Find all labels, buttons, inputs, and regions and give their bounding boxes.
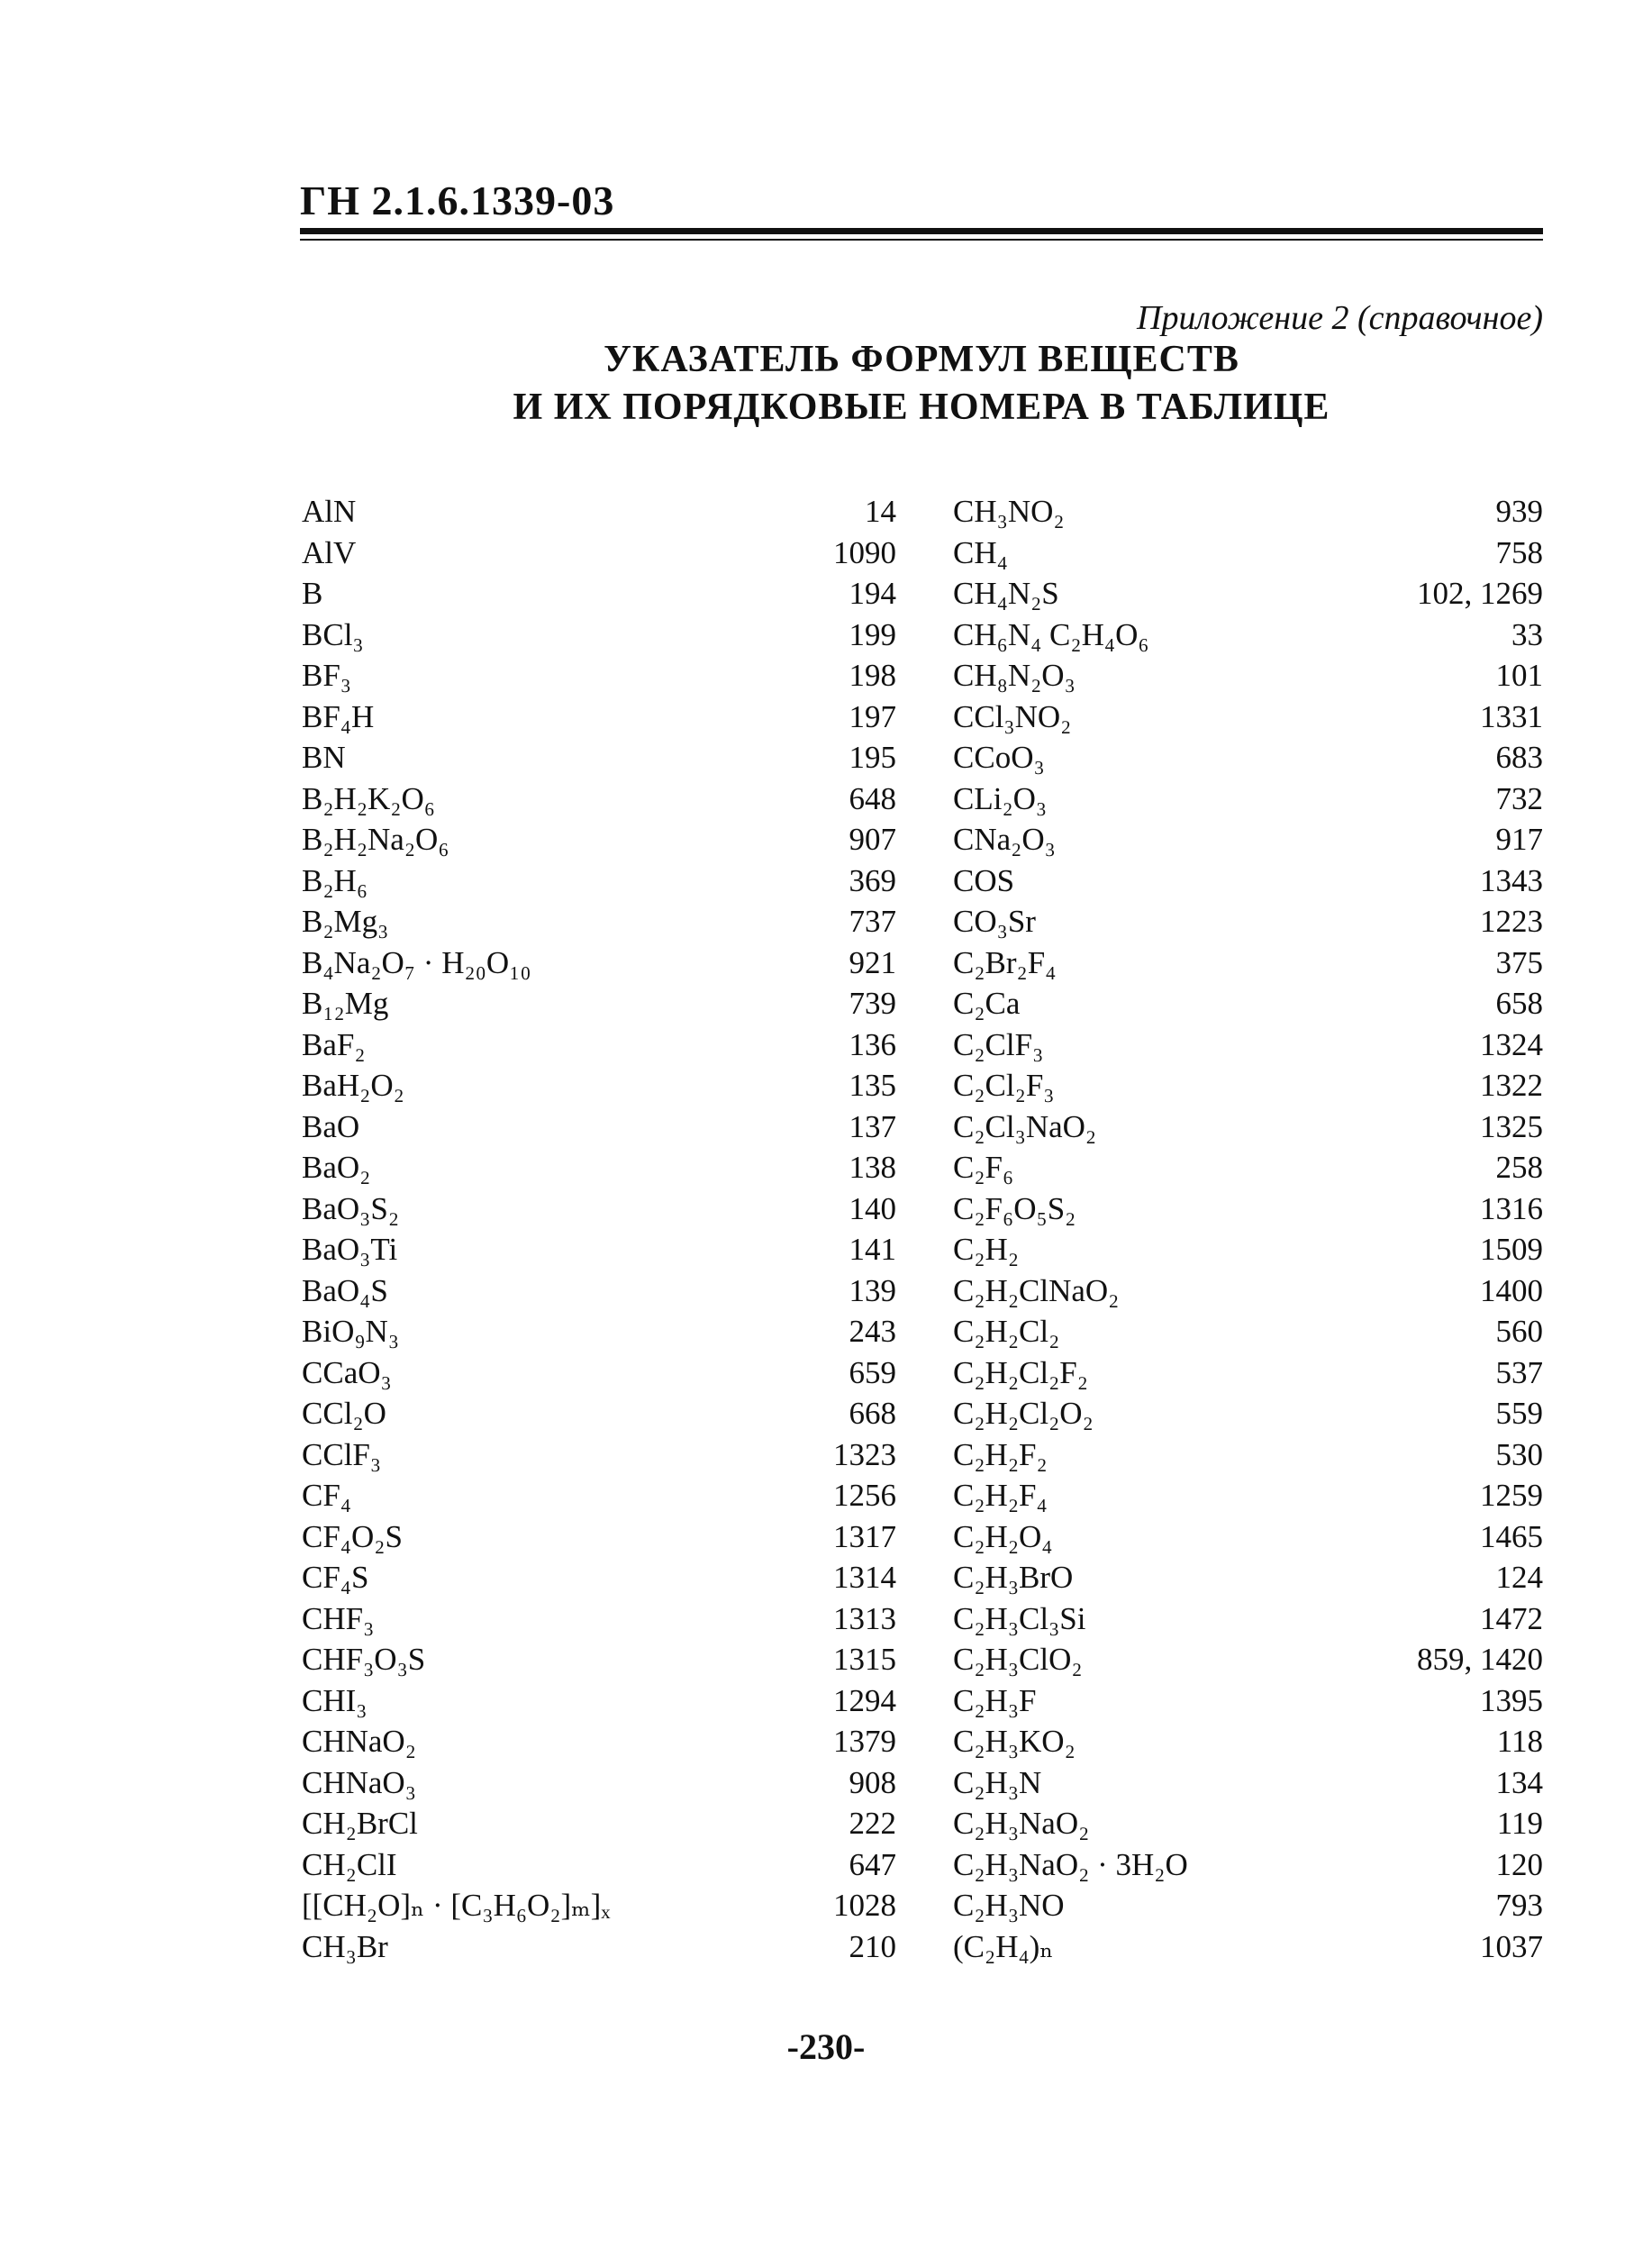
formula-column-left: [302, 494, 896, 1970]
table-order-number: 1313: [833, 1600, 896, 1636]
table-order-number: 917: [1495, 822, 1543, 857]
formula-text: CH₄: [953, 534, 1008, 570]
index-row: [953, 781, 1543, 823]
index-row: [953, 1765, 1543, 1807]
table-order-number: 683: [1495, 740, 1543, 775]
formula-text: C₂H₂Cl₂F₂: [953, 1354, 1088, 1390]
table-order-number: 1379: [833, 1724, 896, 1759]
table-order-number: 1037: [1480, 1928, 1543, 1964]
table-order-number: 369: [849, 862, 896, 898]
formula-text: (C₂H₄)ₙ: [953, 1928, 1054, 1964]
table-order-number: 1331: [1480, 698, 1543, 734]
formula-text: BaO₃Ti: [302, 1232, 398, 1267]
index-row: [302, 863, 896, 905]
formula-text: BN: [302, 740, 346, 775]
index-row: [302, 781, 896, 823]
page-title-line-2: И ИХ ПОРЯДКОВЫЕ НОМЕРА В ТАБЛИЦЕ: [513, 387, 1330, 428]
table-order-number: 135: [849, 1068, 896, 1103]
table-order-number: 119: [1496, 1806, 1543, 1841]
formula-text: CCl₃NO₂: [953, 698, 1072, 734]
index-row: [302, 1478, 896, 1519]
index-row: [302, 1888, 896, 1929]
table-order-number: 134: [1495, 1764, 1543, 1800]
formula-text: CCaO₃: [302, 1354, 392, 1390]
index-row: [302, 740, 896, 781]
formula-text: CH₆N₄ C₂H₄O₆: [953, 616, 1149, 652]
index-row: [953, 945, 1543, 987]
index-row: [953, 535, 1543, 577]
table-order-number: 1324: [1480, 1026, 1543, 1062]
formula-text: C₂ClF₃: [953, 1026, 1044, 1062]
index-row: [302, 945, 896, 987]
formula-text: B₄Na₂O₇ · H₂₀O₁₀: [302, 944, 531, 980]
formula-text: CH₈N₂O₃: [953, 658, 1076, 693]
table-order-number: 375: [1495, 944, 1543, 980]
index-row: [302, 1519, 896, 1561]
index-row: [953, 1150, 1543, 1191]
index-row: [302, 535, 896, 577]
index-row: [302, 1724, 896, 1765]
table-order-number: 139: [849, 1272, 896, 1308]
table-order-number: 1316: [1480, 1190, 1543, 1226]
formula-text: C₂Br₂F₄: [953, 944, 1057, 980]
formula-text: B₂Mg₃: [302, 904, 389, 939]
formula-text: C₂H₃NaO₂: [953, 1806, 1090, 1841]
table-order-number: 1509: [1480, 1232, 1543, 1267]
formula-text: CF₄: [302, 1478, 352, 1513]
formula-text: BaH₂O₂: [302, 1068, 404, 1103]
index-row: [953, 1847, 1543, 1889]
formula-text: CLi₂O₃: [953, 780, 1048, 816]
header-rule-thin: [300, 239, 1543, 241]
formula-text: B₂H₆: [302, 862, 368, 898]
index-row: [302, 1232, 896, 1273]
table-order-number: 647: [849, 1846, 896, 1882]
table-order-number: 1395: [1480, 1682, 1543, 1718]
formula-text: CCl₂O: [302, 1396, 386, 1431]
index-row: [953, 1232, 1543, 1273]
index-row: [953, 617, 1543, 659]
index-row: [953, 986, 1543, 1027]
formula-text: BaO: [302, 1108, 360, 1144]
table-order-number: 124: [1495, 1560, 1543, 1595]
formula-column-right: [953, 494, 1543, 1970]
formula-text: BF₄H: [302, 698, 375, 734]
index-row: [953, 1806, 1543, 1847]
formula-text: C₂F₆: [953, 1150, 1014, 1185]
index-row: [953, 1601, 1543, 1643]
formula-text: C₂Ca: [953, 986, 1021, 1021]
index-row: [302, 1396, 896, 1437]
formula-text: C₂H₂F₂: [953, 1436, 1048, 1472]
table-order-number: 537: [1495, 1354, 1543, 1390]
formula-text: BaO₂: [302, 1150, 371, 1185]
index-row: [302, 1109, 896, 1151]
formula-text: CHNaO₃: [302, 1764, 416, 1800]
table-order-number: 758: [1495, 534, 1543, 570]
table-order-number: 1400: [1480, 1272, 1543, 1308]
formula-text: [[CH₂O]ₙ · [C₃H₆O₂]ₘ]ₓ: [302, 1888, 611, 1923]
header-rule-thick: [300, 228, 1543, 234]
document-code: ГН 2.1.6.1339-03: [300, 178, 615, 223]
table-order-number: 1090: [833, 534, 896, 570]
table-order-number: 136: [849, 1026, 896, 1062]
index-row: [302, 904, 896, 945]
table-order-number: 101: [1495, 658, 1543, 693]
index-row: [302, 576, 896, 617]
table-order-number: 198: [849, 658, 896, 693]
formula-text: B₂H₂Na₂O₆: [302, 822, 449, 857]
table-order-number: 1325: [1480, 1108, 1543, 1144]
formula-text: AlN: [302, 494, 357, 529]
table-order-number: 859, 1420: [1417, 1642, 1543, 1677]
appendix-label: Приложение 2 (справочное): [1137, 299, 1543, 337]
index-row: [302, 699, 896, 741]
table-order-number: 739: [849, 986, 896, 1021]
table-order-number: 258: [1495, 1150, 1543, 1185]
formula-text: BaO₄S: [302, 1272, 388, 1308]
index-row: [302, 1068, 896, 1109]
formula-text: C₂H₃F: [953, 1682, 1037, 1718]
table-order-number: 659: [849, 1354, 896, 1390]
table-order-number: 793: [1495, 1888, 1543, 1923]
table-order-number: 737: [849, 904, 896, 939]
table-order-number: 1315: [833, 1642, 896, 1677]
index-row: [302, 658, 896, 699]
index-row: [953, 1314, 1543, 1355]
index-row: [953, 576, 1543, 617]
table-order-number: 141: [849, 1232, 896, 1267]
formula-text: CNa₂O₃: [953, 822, 1056, 857]
table-order-number: 199: [849, 616, 896, 652]
formula-text: CO₃Sr: [953, 904, 1036, 939]
formula-text: CHI₃: [302, 1682, 368, 1718]
table-order-number: 1472: [1480, 1600, 1543, 1636]
formula-text: B₁₂Mg: [302, 986, 389, 1021]
table-order-number: 1259: [1480, 1478, 1543, 1513]
index-row: [302, 1601, 896, 1643]
table-order-number: 138: [849, 1150, 896, 1185]
table-order-number: 1343: [1480, 862, 1543, 898]
table-order-number: 102, 1269: [1417, 576, 1543, 611]
index-row: [302, 1437, 896, 1479]
formula-text: CHF₃O₃S: [302, 1642, 426, 1677]
index-row: [953, 1888, 1543, 1929]
table-order-number: 137: [849, 1108, 896, 1144]
formula-text: C₂H₃NO: [953, 1888, 1065, 1923]
table-order-number: 243: [849, 1314, 896, 1349]
index-row: [302, 1273, 896, 1315]
table-order-number: 1323: [833, 1436, 896, 1472]
table-order-number: 195: [849, 740, 896, 775]
formula-text: C₂Cl₃NaO₂: [953, 1108, 1097, 1144]
index-row: [302, 1642, 896, 1683]
index-row: [302, 1314, 896, 1355]
formula-text: CF₄O₂S: [302, 1518, 403, 1554]
index-row: [953, 740, 1543, 781]
formula-text: B₂H₂K₂O₆: [302, 780, 435, 816]
index-row: [302, 986, 896, 1027]
table-order-number: 14: [865, 494, 896, 529]
index-row: [953, 1027, 1543, 1069]
index-row: [953, 658, 1543, 699]
formula-text: CH₄N₂S: [953, 576, 1059, 611]
table-order-number: 120: [1495, 1846, 1543, 1882]
table-order-number: 732: [1495, 780, 1543, 816]
index-row: [302, 617, 896, 659]
formula-text: C₂H₃N: [953, 1764, 1042, 1800]
index-row: [953, 1929, 1543, 1971]
index-row: [953, 1396, 1543, 1437]
formula-text: C₂H₂ClNaO₂: [953, 1272, 1120, 1308]
index-row: [302, 1765, 896, 1807]
formula-text: COS: [953, 862, 1015, 898]
index-row: [953, 1519, 1543, 1561]
index-row: [302, 1150, 896, 1191]
index-row: [953, 1109, 1543, 1151]
formula-text: C₂Cl₂F₃: [953, 1068, 1055, 1103]
table-order-number: 1465: [1480, 1518, 1543, 1554]
formula-text: C₂H₃Cl₃Si: [953, 1600, 1086, 1636]
table-order-number: 1294: [833, 1682, 896, 1718]
table-order-number: 530: [1495, 1436, 1543, 1472]
formula-text: C₂H₃BrO: [953, 1560, 1074, 1595]
index-row: [953, 1683, 1543, 1725]
formula-text: C₂H₂O₄: [953, 1518, 1053, 1554]
formula-text: CCoO₃: [953, 740, 1045, 775]
formula-text: CH₂ClI: [302, 1846, 397, 1882]
index-row: [302, 1355, 896, 1397]
table-order-number: 559: [1495, 1396, 1543, 1431]
table-order-number: 33: [1511, 616, 1543, 652]
formula-text: C₂F₆O₅S₂: [953, 1190, 1076, 1226]
formula-text: CF₄S: [302, 1560, 369, 1595]
table-order-number: 1317: [833, 1518, 896, 1554]
index-row: [302, 494, 896, 535]
table-order-number: 907: [849, 822, 896, 857]
index-row: [953, 1478, 1543, 1519]
formula-text: C₂H₃ClO₂: [953, 1642, 1083, 1677]
index-row: [953, 1068, 1543, 1109]
table-order-number: 1314: [833, 1560, 896, 1595]
index-row: [953, 1355, 1543, 1397]
table-order-number: 118: [1496, 1724, 1543, 1759]
table-order-number: 194: [849, 576, 896, 611]
formula-text: CH₃NO₂: [953, 494, 1065, 529]
index-row: [953, 904, 1543, 945]
formula-text: C₂H₂F₄: [953, 1478, 1048, 1513]
table-order-number: 1322: [1480, 1068, 1543, 1103]
table-order-number: 197: [849, 698, 896, 734]
index-row: [953, 1560, 1543, 1601]
formula-text: C₂H₂Cl₂O₂: [953, 1396, 1094, 1431]
table-order-number: 560: [1495, 1314, 1543, 1349]
index-row: [302, 1560, 896, 1601]
formula-text: BiO₉N₃: [302, 1314, 400, 1349]
table-order-number: 908: [849, 1764, 896, 1800]
table-order-number: 658: [1495, 986, 1543, 1021]
formula-text: CH₃Br: [302, 1928, 388, 1964]
formula-text: BCl₃: [302, 616, 364, 652]
table-order-number: 222: [849, 1806, 896, 1841]
table-order-number: 140: [849, 1190, 896, 1226]
index-row: [953, 1437, 1543, 1479]
index-row: [302, 1806, 896, 1847]
table-order-number: 210: [849, 1928, 896, 1964]
index-row: [953, 1724, 1543, 1765]
formula-text: AlV: [302, 534, 357, 570]
index-row: [953, 863, 1543, 905]
page-title-line-1: УКАЗАТЕЛЬ ФОРМУЛ ВЕЩЕСТВ: [604, 339, 1239, 380]
index-row: [302, 822, 896, 863]
table-order-number: 921: [849, 944, 896, 980]
page-number: -230-: [786, 2026, 866, 2067]
formula-text: C₂H₃NaO₂ · 3H₂O: [953, 1846, 1188, 1882]
formula-text: CHNaO₂: [302, 1724, 416, 1759]
index-row: [953, 699, 1543, 741]
table-order-number: 939: [1495, 494, 1543, 529]
formula-text: BF₃: [302, 658, 352, 693]
formula-text: BaF₂: [302, 1026, 366, 1062]
table-order-number: 668: [849, 1396, 896, 1431]
index-row: [953, 1642, 1543, 1683]
index-row: [302, 1847, 896, 1889]
formula-text: C₂H₂Cl₂: [953, 1314, 1060, 1349]
index-row: [302, 1683, 896, 1725]
index-row: [953, 1273, 1543, 1315]
table-order-number: 1028: [833, 1888, 896, 1923]
formula-text: CH₂BrCl: [302, 1806, 418, 1841]
index-row: [953, 494, 1543, 535]
formula-text: C₂H₂: [953, 1232, 1020, 1267]
index-row: [953, 1191, 1543, 1233]
formula-text: C₂H₃KO₂: [953, 1724, 1076, 1759]
table-order-number: 648: [849, 780, 896, 816]
formula-text: BaO₃S₂: [302, 1190, 400, 1226]
formula-text: B: [302, 576, 323, 611]
formula-text: CHF₃: [302, 1600, 375, 1636]
formula-text: CClF₃: [302, 1436, 382, 1472]
index-row: [302, 1929, 896, 1971]
index-row: [302, 1027, 896, 1069]
index-row: [953, 822, 1543, 863]
table-order-number: 1223: [1480, 904, 1543, 939]
index-row: [302, 1191, 896, 1233]
table-order-number: 1256: [833, 1478, 896, 1513]
